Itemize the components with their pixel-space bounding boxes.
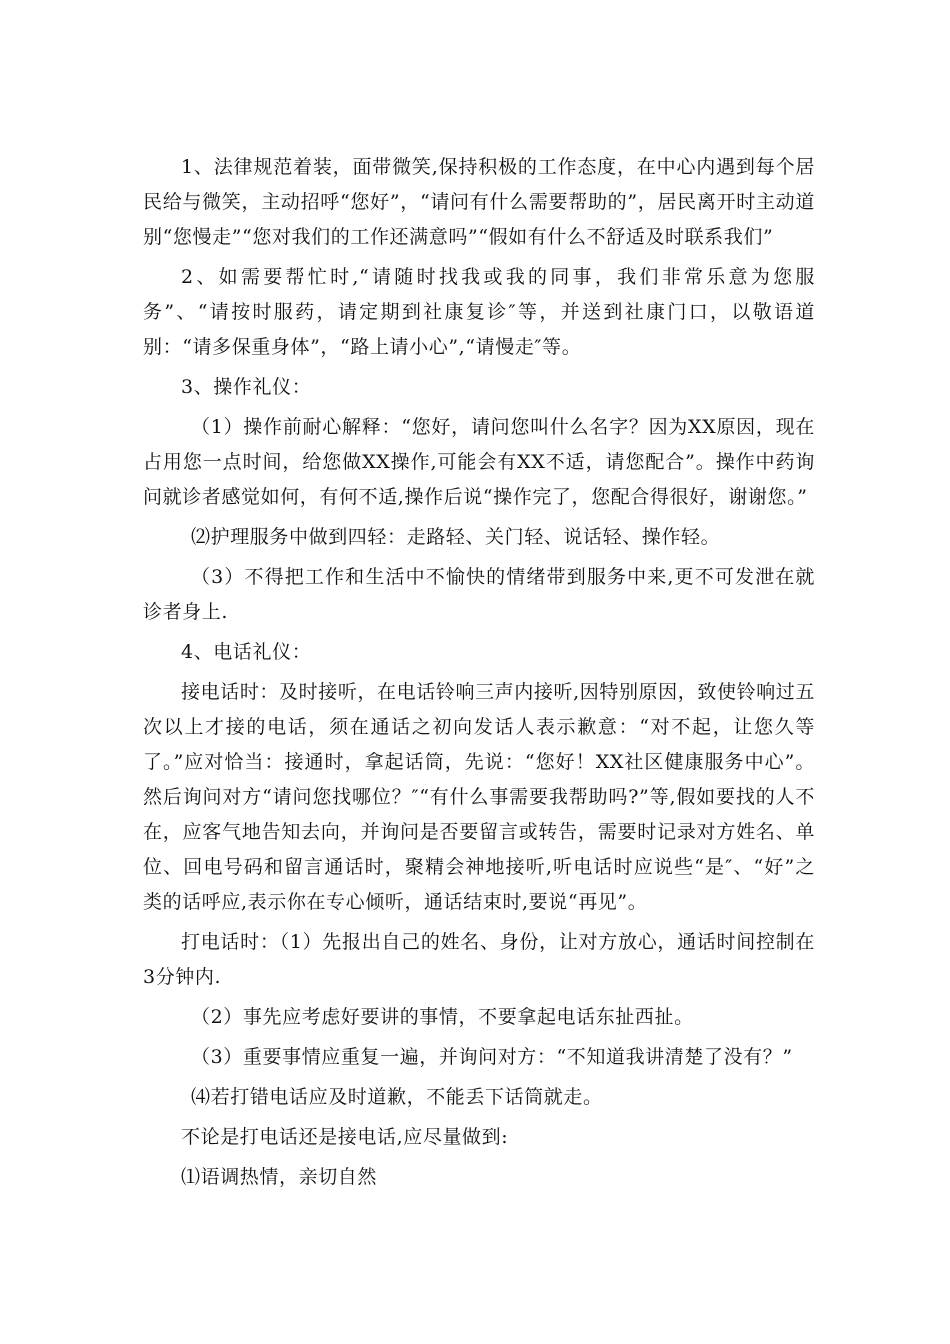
paragraph-operation-explain: （1）操作前耐心解释：“您好，请问您叫什么名字？因为XX原因，现在占用您一点时间，给您做XX操作,可能会有XX不适，请您配合”。操作中药询问就诊者感觉如何，有何不适,操作后说“操作完了，您配合得很好，谢谢您。” xyxy=(143,416,815,508)
document-body xyxy=(143,150,815,1200)
paragraph-help-phrases: 2、如需要帮忙时,“请随时找我或我的同事，我们非常乐意为您服务”、“请按时服药，请定期到社康复诊″等，并送到社康门口，以敬语道别：“请多保重身体”，“路上请小心”,“请慢走″等。 xyxy=(143,266,815,358)
paragraph-four-quiet: ⑵护理服务中做到四轻：走路轻、关门轻、说话轻、操作轻。 xyxy=(191,526,721,548)
paragraph-general-rule: 不论是打电话还是接电话,应尽量做到: xyxy=(181,1126,509,1148)
paragraph-make-call-4: ⑷若打错电话应及时道歉，不能丢下话筒就走。 xyxy=(191,1086,603,1108)
paragraph-make-call-3: （3）重要事情应重复一遍，并询问对方：“不知道我讲清楚了没有？” xyxy=(191,1046,793,1068)
heading-operation-etiquette: 3、操作礼仪： xyxy=(181,376,312,398)
paragraph-make-call-1: 打电话时：（1）先报出自己的姓名、身份，让对方放心，通话时间控制在3分钟内. xyxy=(143,931,815,988)
heading-phone-etiquette: 4、电话礼仪： xyxy=(181,641,312,663)
paragraph-tone: ⑴语调热情，亲切自然 xyxy=(181,1166,378,1188)
paragraph-answer-phone: 接电话时：及时接听，在电话铃响三声内接听,因特别原因，致使铃响过五次以上才接的电话，须在通话之初向发话人表示歉意：“对不起，让您久等了。”应对恰当：接通时，拿起话筒，先说：“您好！XX社区健康服务中心”。然后询问对方“请问您找哪位？″“有什么事需要我帮助吗?”等,假如要找的人不在，应客气地告知去向，并询问是否要留言或转告，需要时记录对方姓名、单位、回电号码和留言通话时，聚精会神地接听,听电话时应说些“是″、“好”之类的话呼应,表示你在专心倾听，通话结束时,要说“再见”。 xyxy=(143,681,815,913)
paragraph-no-bad-mood: （3）不得把工作和生活中不愉快的情绪带到服务中来,更不可发泄在就诊者身上. xyxy=(143,566,815,623)
paragraph-dress-code: 1、法律规范着装，面带微笑,保持积极的工作态度，在中心内遇到每个居民给与微笑，主动招呼“您好”，“请问有什么需要帮助的”，居民离开时主动道别“您慢走”“您对我们的工作还满意吗”“假如有什么不舒适及时联系我们” xyxy=(143,156,815,248)
paragraph-make-call-2: （2）事先应考虑好要讲的事情，不要拿起电话东扯西扯。 xyxy=(191,1006,694,1028)
